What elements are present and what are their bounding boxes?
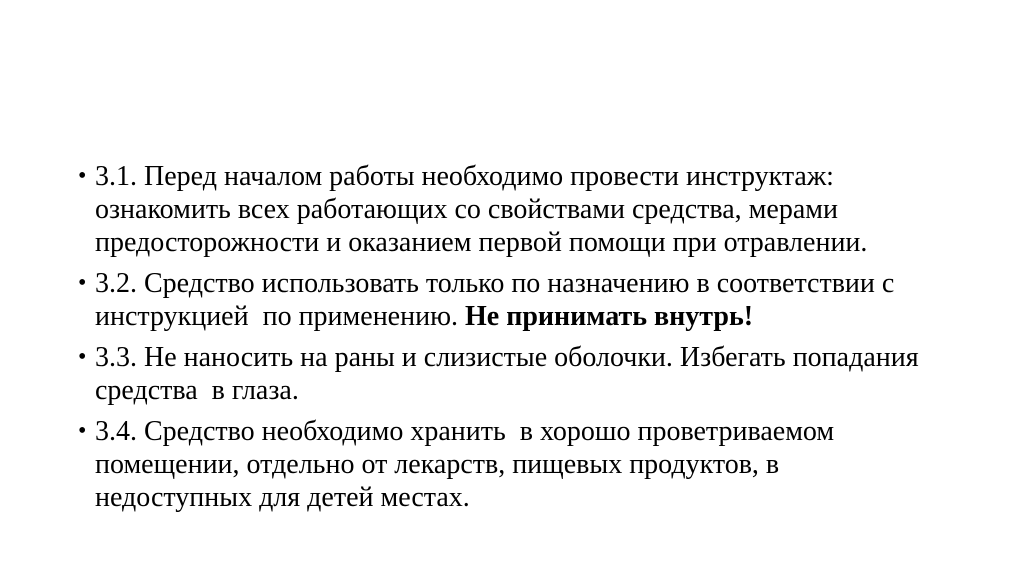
bullet-marker: • bbox=[78, 418, 87, 444]
bullet-text-run: 3.2. Средство использовать только по назначению в соответствии с инструкцией по применению. bbox=[95, 268, 902, 332]
bullet-item-3-2 bbox=[78, 267, 940, 333]
bullet-text-run: 3.4. Средство необходимо хранить в хорошо проветриваемом помещении, отдельно от лекарств, пищевых продуктов, в недоступных для детей местах. bbox=[95, 416, 842, 513]
bullet-bold-text-run: Не принимать внутрь! bbox=[465, 301, 754, 332]
bullet-text-run: 3.3. Не наносить на раны и слизистые оболочки. Избегать попадания средства в глаза. bbox=[95, 342, 926, 406]
bullet-text-3-3 bbox=[95, 341, 940, 407]
bullet-marker: • bbox=[78, 163, 87, 189]
bullet-text-3-2 bbox=[95, 267, 940, 333]
bullet-item-3-3 bbox=[78, 341, 940, 407]
bullet-item-3-4 bbox=[78, 415, 940, 514]
bullet-text-run: 3.1. Перед началом работы необходимо провести инструктаж: ознакомить всех работающих со свойствами средства, мерами предосторожности и оказанием первой помощи при отравлении. bbox=[95, 161, 868, 258]
bullet-marker: • bbox=[78, 270, 87, 296]
bullet-item-3-1 bbox=[78, 160, 940, 259]
bullet-text-3-1 bbox=[95, 160, 940, 259]
bullet-text-3-4 bbox=[95, 415, 940, 514]
bullet-marker: • bbox=[78, 344, 87, 370]
